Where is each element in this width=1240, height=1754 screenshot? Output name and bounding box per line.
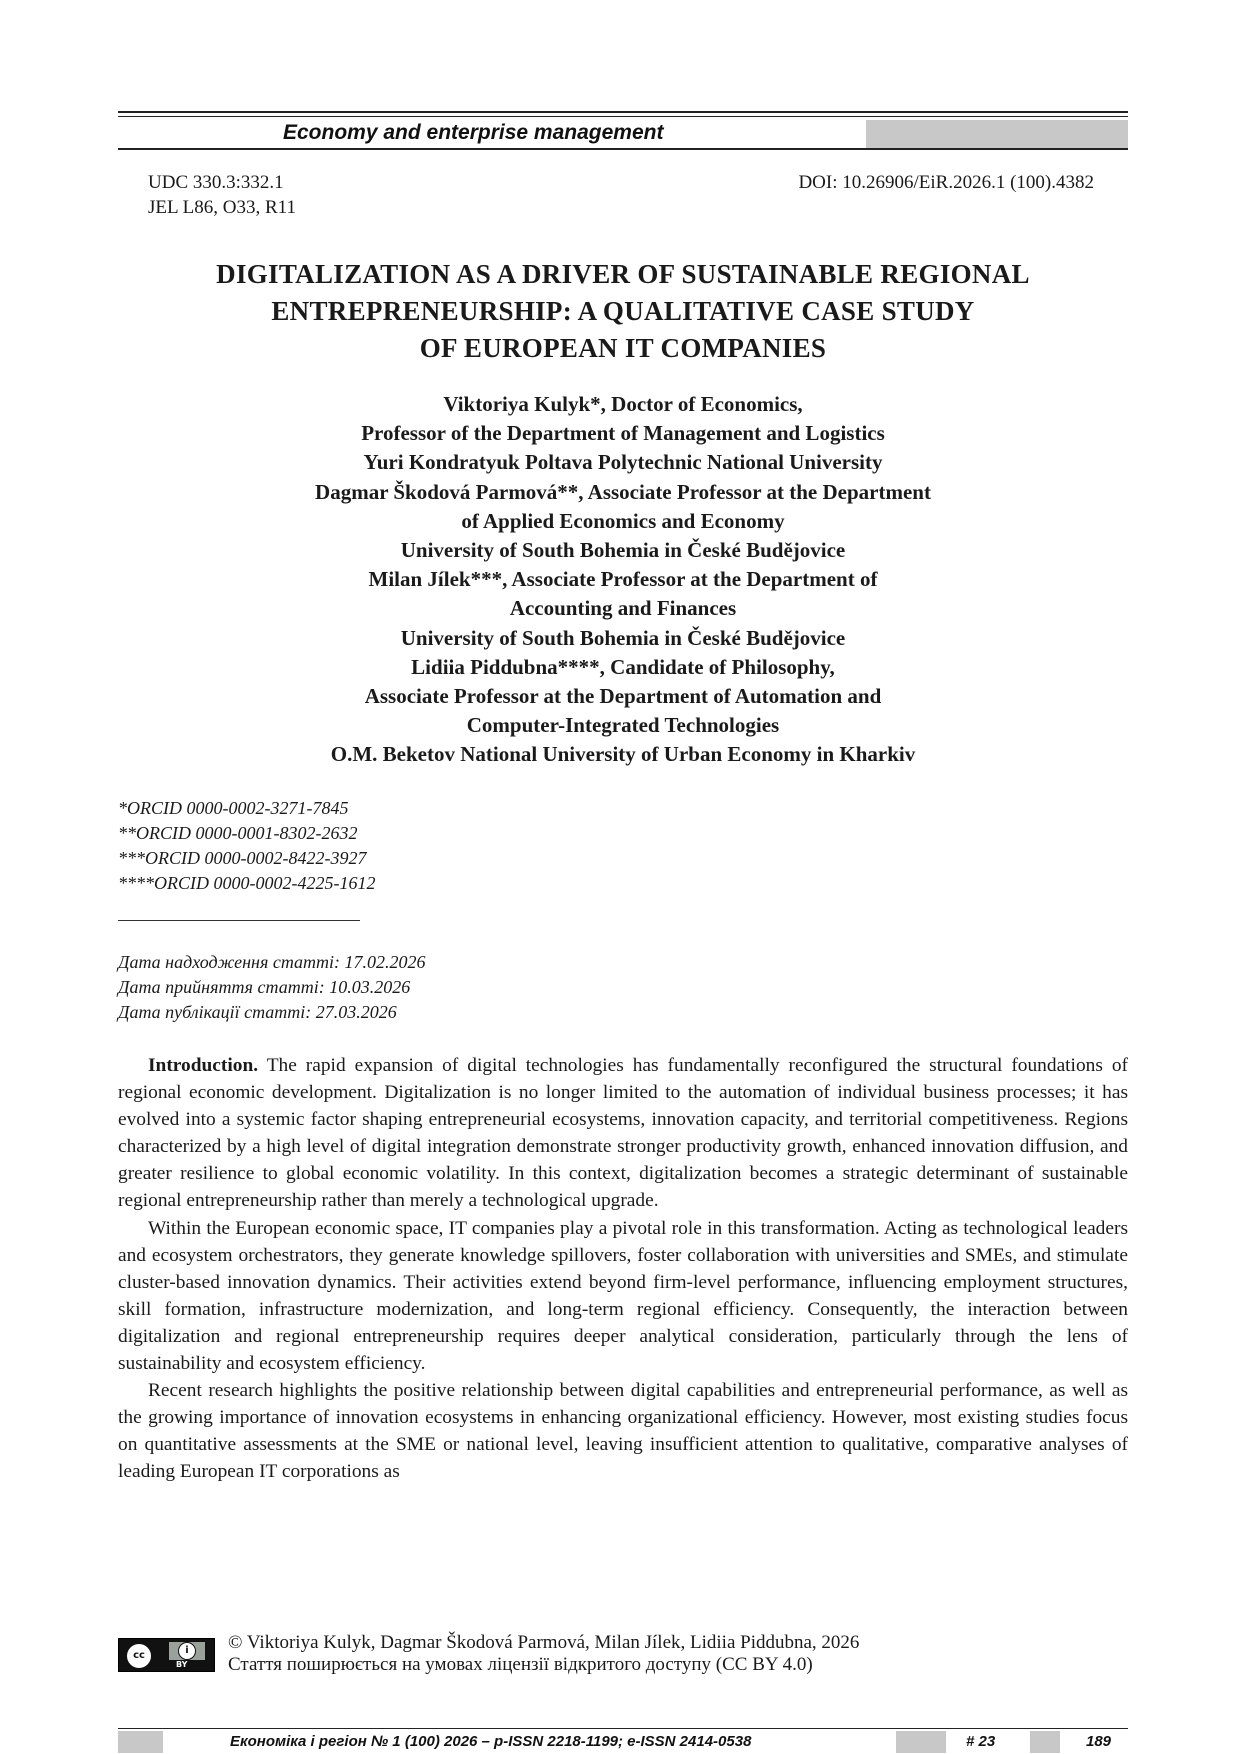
cc-by-badge[interactable] <box>118 1638 215 1672</box>
author-line: Accounting and Finances <box>509 596 737 621</box>
date-published: Дата публікації статті: 27.03.2026 <box>118 1002 397 1022</box>
author-line: Computer-Integrated Technologies <box>466 713 780 738</box>
paragraph: Within the European economic space, IT companies play a pivotal role in this transformation. Acting as technological leaders and ecosystem orchestrators, they generate knowledge spillovers, foster collaboration with universities and SMEs, and stimulate cluster-based innovation dynamics. Their activities extend beyond firm-level performance, influencing employment structures, skill formation, infrastructure modernization, and long-term regional efficiency. Consequently, the interaction between digitalization and regional entrepreneurship requires deeper analytical consideration, particularly through the lens of sustainability and ecosystem efficiency. <box>118 1217 1128 1375</box>
license-terms: Стаття поширюється на умовах ліцензії відкритого доступу (CC BY 4.0) <box>228 1654 813 1675</box>
section-title: Economy and enterprise management <box>283 121 664 144</box>
author-line: Yuri Kondratyuk Poltava Polytechnic National University <box>363 450 883 475</box>
orcid-id[interactable]: *ORCID 0000-0002-3271-7845 <box>118 798 349 818</box>
license-block <box>118 1632 1128 1698</box>
copyright-line: © Viktoriya Kulyk, Dagmar Škodová Parmová, Milan Jílek, Lidiia Piddubna, 2026 <box>228 1632 860 1653</box>
by-label: BY <box>176 1660 188 1669</box>
author-line: of Applied Economics and Economy <box>461 508 785 533</box>
author-line: Lidiia Piddubna****, Candidate of Philosophy, <box>411 654 835 679</box>
author-line: Milan Jílek***, Associate Professor at the Department of <box>368 567 878 592</box>
udc-code: UDC 330.3:332.1 <box>148 172 284 193</box>
license-text <box>228 1632 859 1676</box>
jel-code: JEL L86, O33, R11 <box>148 197 296 218</box>
page-number: 189 <box>1086 1733 1112 1750</box>
attribution-panel <box>169 1642 205 1660</box>
author-line: Dagmar Škodová Parmová**, Associate Professor at the Department <box>315 479 931 504</box>
date-accepted: Дата прийняття статті: 10.03.2026 <box>118 977 411 997</box>
footer-grey-block <box>896 1731 946 1753</box>
orcid-id[interactable]: **ORCID 0000-0001-8302-2632 <box>118 823 358 843</box>
author-line: Associate Professor at the Department of Automation and <box>364 684 882 709</box>
author-line: O.M. Beketov National University of Urban Economy in Kharkiv <box>330 742 916 767</box>
article-title <box>118 256 1128 367</box>
running-header <box>118 120 1128 148</box>
footer-rule <box>118 1728 1128 1729</box>
article-dates <box>118 950 426 1025</box>
paragraph <box>118 1052 1128 1215</box>
doi: DOI: 10.26906/EiR.2026.1 (100).4382 <box>798 172 1094 193</box>
classification-codes <box>148 170 296 220</box>
intro-heading: Introduction. <box>148 1055 259 1076</box>
footer-grey-block <box>118 1731 163 1753</box>
author-block <box>118 390 1128 770</box>
title-line: OF EUROPEAN IT COMPANIES <box>419 333 827 363</box>
author-line: University of South Bohemia in České Budějovice <box>400 538 846 563</box>
title-line: ENTREPRENEURSHIP: A QUALITATIVE CASE STUDY <box>271 296 975 326</box>
cc-icon: cc <box>125 1642 153 1670</box>
issue-number: # 23 <box>966 1733 996 1750</box>
article-body <box>118 1052 1128 1486</box>
separator-rule <box>118 920 360 921</box>
author-line: University of South Bohemia in České Budějovice <box>400 625 846 650</box>
journal-info: Економіка і регіон № 1 (100) 2026 – p-ISSN 2218-1199; e-ISSN 2414-0538 <box>230 1733 752 1750</box>
header-rule-top <box>118 111 1128 113</box>
header-rule-top-thin <box>118 116 1128 117</box>
orcid-id[interactable]: ***ORCID 0000-0002-8422-3927 <box>118 848 367 868</box>
running-footer <box>118 1731 1128 1753</box>
paragraph: Recent research highlights the positive relationship between digital capabilities and entrepreneurial performance, as well as the growing importance of innovation ecosystems in enhancing organizational efficiency. However, most existing studies focus on quantitative assessments at the SME or national level, leaving insufficient attention to qualitative, comparative analyses of leading European IT corporations as <box>118 1380 1128 1483</box>
author-line: Viktoriya Kulyk*, Doctor of Economics, <box>443 392 803 416</box>
orcid-id[interactable]: ****ORCID 0000-0002-4225-1612 <box>118 873 376 893</box>
orcid-list <box>118 796 375 896</box>
person-icon: i <box>178 1642 196 1660</box>
author-line: Professor of the Department of Management and Logistics <box>361 421 885 446</box>
footer-grey-block <box>1030 1731 1060 1753</box>
header-rule-bottom <box>118 148 1128 150</box>
paragraph-text: The rapid expansion of digital technologies has fundamentally reconfigured the structural foundations of regional economic development. Digitalization is no longer limited to the automation of individual business processes; it has evolved into a systemic factor shaping entrepreneurial ecosystems, innovation capacity, and territorial competitiveness. Regions characterized by a high level of digital integration demonstrate stronger productivity growth, enhanced innovation diffusion, and greater resilience to global economic volatility. In this context, digitalization becomes a strategic determinant of sustainable regional entrepreneurship rather than merely a technological upgrade. <box>118 1055 1128 1212</box>
header-grey-block <box>866 120 1128 148</box>
date-received: Дата надходження статті: 17.02.2026 <box>118 952 426 972</box>
title-line: DIGITALIZATION AS A DRIVER OF SUSTAINABLE REGIONAL <box>216 259 1030 289</box>
